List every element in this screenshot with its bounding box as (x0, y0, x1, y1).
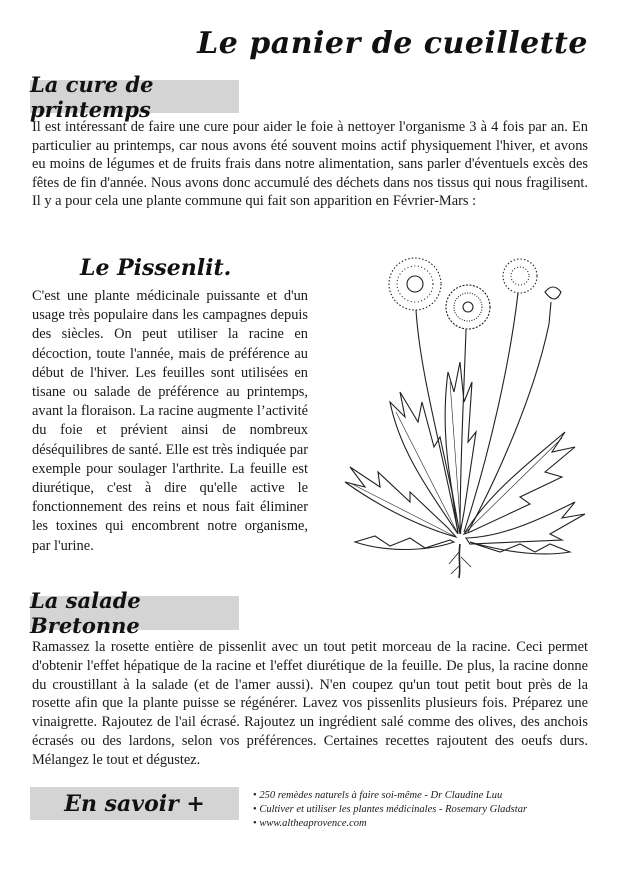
seed-head-icon (503, 259, 537, 293)
page-title: Le panier de cueillette (197, 26, 588, 61)
section-heading-salade (30, 588, 239, 638)
section-heading-savoir (30, 787, 239, 820)
bud-icon (545, 287, 561, 324)
seed-head-icon (389, 258, 441, 310)
reference-list (253, 789, 593, 831)
reference-link[interactable]: • www.altheaprovence.com (253, 817, 593, 831)
intro-paragraph: Il est intéressant de faire une cure pour aider le foie à nettoyer l'organisme 3 à 4 fois par an. En particulier au printemps, car nous avons été souvent moins actif physiquement l'hiver, et avons eu moins de légumes et de fruits frais dans notre alimentation, sans parler d'éventuels excès des fêtes de fin d'année. Nous avons donc accumulé des déchets dans nos tissus qui nous fragilisent. Il y a pour cela une plante commune qui fait son apparition en Février-Mars : (32, 119, 588, 209)
section-heading-cure-text: La cure de printemps (30, 71, 154, 122)
section-heading-salade-text: La salade Bretonne (30, 588, 141, 638)
dandelion-drawing-icon (330, 252, 592, 580)
section-heading-cure (30, 71, 239, 122)
salade-paragraph: Ramassez la rosette entière de pissenlit avec un tout petit morceau de la racine. Ceci permet d'obtenir l'effet hépatique de la racine et l'effet diurétique de la feuille. De plus, la racine donne du croustillant à la salade (et de l'amer aussi). N'en coupez qu'un tout petit bout près de la rosette afin que la plante puisse se régénérer. Lavez vos pissenlits plusieurs fois. Préparez une vinaigrette. Rajoutez de l'ail écrasé. Rajoutez un ingrédient salé comme des olives, des anchois écrasés ou des lardons, selon vos préférences. Certaines recettes rajoutent des oeufs durs. Mélangez le tout et dégustez. (32, 639, 588, 768)
reference-item: • 250 remèdes naturels à faire soi-même - Dr Claudine Luu (253, 789, 593, 803)
pissenlit-paragraph: C'est une plante médicinale puissante et d'un usage très populaire dans les campagnes depuis des siècles. On peut utiliser la racine en décoction, toute l'année, mais de préférence au début de l'hiver. Les feuilles sont utilisées en tisane ou salade de préférence au printemps, avant la floraison. La racine augmente l’activité du foie et prévient ainsi de nombreux déséquilibres de santé. Elle est très indiquée par exemple pour soulager l'arthrite. La feuille est diurétique, c'est à dire qu'elle active le fonctionnement des reins et nous fait éliminer les toxines qui encombrent notre organisme, par l'urine. (32, 288, 308, 554)
reference-item: • Cultiver et utiliser les plantes médicinales - Rosemary Gladstar (253, 803, 593, 817)
pissenlit-heading: Le Pissenlit. (80, 255, 232, 281)
section-heading-savoir-text: En savoir + (64, 790, 205, 817)
flower-head-icon (446, 285, 490, 329)
